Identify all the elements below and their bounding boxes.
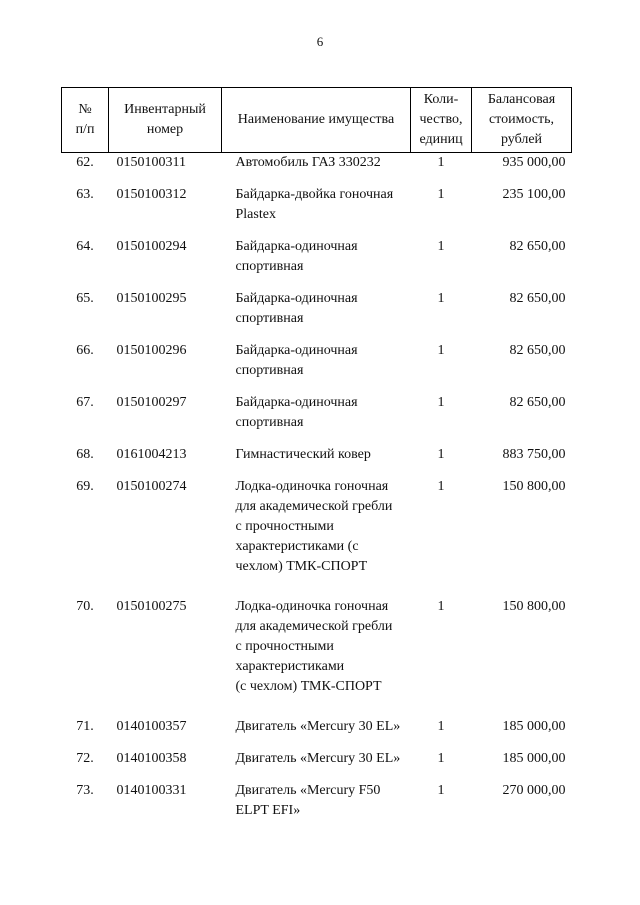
row-inventory-number: 0140100358 [116,751,187,766]
property-name-line: Plastex [235,207,276,222]
row-inventory-number: 0150100294 [116,239,187,254]
row-property-name [222,445,411,477]
row-inventory-number: 0150100295 [116,291,187,306]
row-quantity: 1 [437,783,445,798]
inventory-table [61,87,572,833]
table-header [62,88,572,153]
row-balance-cost: 935 000,00 [502,155,566,170]
property-name-line: с прочностными [235,519,334,534]
table-row [62,393,572,445]
row-balance-cost: 150 800,00 [502,599,566,614]
row-number: 71. [76,719,94,734]
table-row [62,185,572,237]
table-row [62,477,572,597]
row-quantity: 1 [437,343,445,358]
row-number: 73. [76,783,94,798]
row-property-name [222,153,411,186]
table-body [62,153,572,834]
property-name-line: чехлом) ТМК-СПОРТ [235,559,368,574]
row-quantity: 1 [437,479,445,494]
property-name-line: характеристиками [235,659,345,674]
property-name-line: Двигатель «Mercury F50 [235,783,381,798]
row-inventory-number: 0150100311 [116,155,186,170]
table-row [62,597,572,717]
table-row [62,781,572,833]
row-number: 65. [76,291,94,306]
row-inventory-number: 0150100297 [116,395,187,410]
property-name-line: Лодка-одиночка гоночная [235,479,389,494]
row-inventory-number: 0150100274 [116,479,187,494]
row-quantity: 1 [437,395,445,410]
row-quantity: 1 [437,239,445,254]
property-name-line: Гимнастический ковер [235,447,371,462]
property-name-line: с прочностными [235,639,334,654]
row-number: 70. [76,599,94,614]
property-name-line: Байдарка-одиночная [235,239,358,254]
property-name-line: Лодка-одиночка гоночная [235,599,389,614]
row-quantity: 1 [437,719,445,734]
row-property-name [222,749,411,781]
row-property-name [222,717,411,749]
property-name-line: Двигатель «Mercury 30 EL» [235,719,401,734]
row-quantity: 1 [437,291,445,306]
row-quantity: 1 [437,599,445,614]
row-number: 63. [76,187,94,202]
row-quantity: 1 [437,751,445,766]
row-inventory-number: 0150100296 [116,343,187,358]
row-balance-cost: 270 000,00 [502,783,566,798]
row-property-name [222,393,411,445]
header-quantity: Коли- чество, единиц [411,88,472,153]
property-name-line: характеристиками (с [235,539,359,554]
row-inventory-number: 0140100331 [116,783,187,798]
row-balance-cost: 185 000,00 [502,751,566,766]
row-property-name [222,781,411,833]
row-balance-cost: 235 100,00 [502,187,566,202]
property-name-line: для академической гребли [235,619,393,634]
row-property-name [222,341,411,393]
row-number: 69. [76,479,94,494]
row-inventory-number: 0150100312 [116,187,187,202]
row-property-name [222,237,411,289]
row-number: 72. [76,751,94,766]
row-number: 62. [76,155,94,170]
row-balance-cost: 883 750,00 [502,447,566,462]
row-balance-cost: 82 650,00 [509,343,566,358]
property-name-line: Автомобиль ГАЗ 330232 [235,155,381,170]
row-property-name [222,289,411,341]
row-property-name [222,477,411,597]
property-name-line: Байдарка-двойка гоночная [235,187,394,202]
row-number: 68. [76,447,94,462]
table-row [62,445,572,477]
header-property-name: Наименование имущества [222,88,411,153]
table-row [62,749,572,781]
property-name-line: спортивная [235,415,304,430]
row-number: 64. [76,239,94,254]
row-balance-cost: 82 650,00 [509,395,566,410]
property-name-line: спортивная [235,311,304,326]
page-number: 6 [316,34,324,49]
table-row [62,237,572,289]
table-row [62,289,572,341]
property-name-line: Байдарка-одиночная [235,395,358,410]
row-quantity: 1 [437,447,445,462]
row-balance-cost: 82 650,00 [509,291,566,306]
property-name-line: Байдарка-одиночная [235,343,358,358]
row-quantity: 1 [437,155,445,170]
row-balance-cost: 82 650,00 [509,239,566,254]
table-row [62,717,572,749]
row-balance-cost: 185 000,00 [502,719,566,734]
row-number: 67. [76,395,94,410]
row-inventory-number: 0140100357 [116,719,187,734]
property-name-line: спортивная [235,259,304,274]
row-property-name [222,597,411,717]
row-balance-cost: 150 800,00 [502,479,566,494]
property-name-line: Байдарка-одиночная [235,291,358,306]
row-inventory-number: 0161004213 [116,447,187,462]
row-inventory-number: 0150100275 [116,599,187,614]
property-name-line: (с чехлом) ТМК-СПОРТ [235,679,382,694]
table-row [62,153,572,186]
header-balance-cost: Балансовая стоимость, рублей [472,88,572,153]
property-name-line: спортивная [235,363,304,378]
row-quantity: 1 [437,187,445,202]
property-name-line: ELPT EFI» [235,803,301,818]
row-number: 66. [76,343,94,358]
property-name-line: для академической гребли [235,499,393,514]
row-property-name [222,185,411,237]
table-row [62,341,572,393]
property-name-line: Двигатель «Mercury 30 EL» [235,751,401,766]
header-number: № п/п [62,88,109,153]
header-inventory-number: Инвентарный номер [109,88,222,153]
